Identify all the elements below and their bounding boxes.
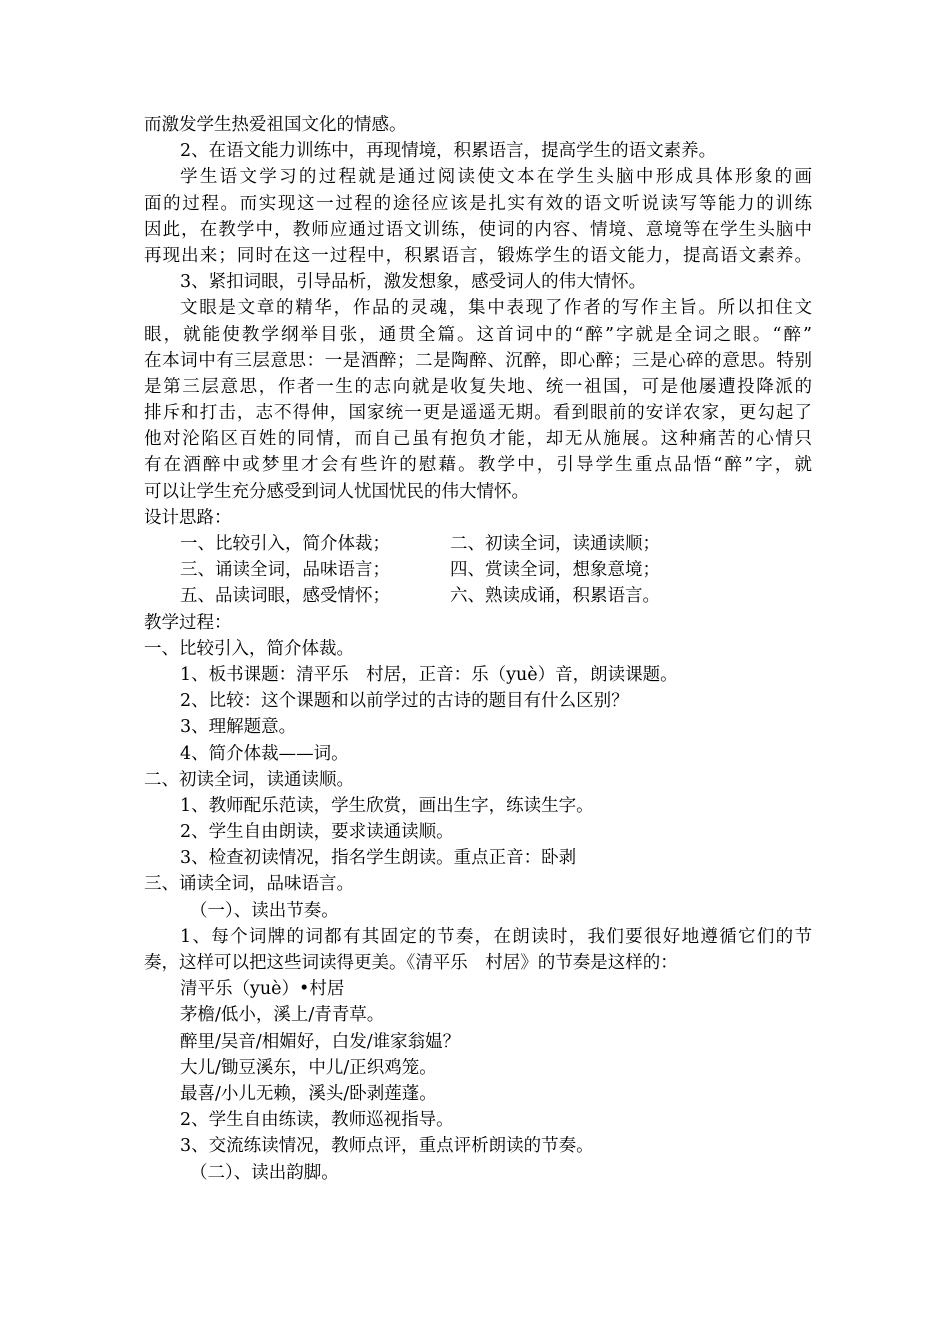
design-step: 二、初读全词，读通读顺；	[450, 534, 660, 554]
paragraph-line: 眼，就能使教学纲举目张，通贯全篇。这首词中的“醉”字就是全词之眼。“醉”	[144, 324, 812, 345]
poem-line: 最喜/小儿无赖，溪头/卧剥莲蓬。	[180, 1083, 437, 1104]
poem-line: 醉里/吴音/相媚好，白发/谁家翁媪？	[180, 1031, 461, 1052]
paragraph-line: 可以让学生充分感受到词人忧国忧民的伟大情怀。	[144, 481, 529, 502]
design-step-row	[144, 531, 812, 557]
paragraph-line: 1、每个词牌的词都有其固定的节奏，在朗读时，我们要很好地遵循它们的节	[180, 926, 812, 947]
subsection-heading: （二）、读出韵脚。	[190, 1162, 339, 1183]
design-heading: 设计思路：	[144, 507, 232, 528]
list-item: 3、交流练读情况，教师点评，重点评析朗读的节奏。	[180, 1136, 594, 1157]
paragraph-line: 文眼是文章的精华，作品的灵魂，集中表现了作者的写作主旨。所以扣住文	[180, 298, 812, 319]
paragraph-line: 在本词中有三层意思：一是酒醉；二是陶醉、沉醉，即心醉；三是心碎的意思。特别	[144, 350, 812, 371]
list-item: 2、比较：这个课题和以前学过的古诗的题目有什么区别？	[180, 691, 629, 712]
list-item: 3、检查初读情况，指名学生朗读。重点正音：卧剥	[180, 848, 577, 869]
paragraph-line: 有在酒醉中或梦里才会有些许的慰藉。教学中，引导学生重点品悟“醉”字，就	[144, 455, 812, 476]
paragraph-line: 奏，这样可以把这些词读得更美。《清平乐 村居》的节奏是这样的：	[144, 953, 678, 973]
section-heading: 一、比较引入，简介体裁。	[144, 638, 354, 659]
process-heading: 教学过程：	[144, 612, 232, 633]
list-item: 4、简介体裁——词。	[180, 743, 349, 764]
design-step: 四、赏读全词，想象意境；	[450, 560, 660, 581]
design-step: 五、品读词眼，感受情怀；	[180, 586, 390, 607]
paragraph-line: 而激发学生热爱祖国文化的情感。	[144, 115, 407, 135]
paragraph-line: 学生语文学习的过程就是通过阅读使文本在学生头脑中形成具体形象的画	[180, 167, 812, 188]
design-step-row	[144, 557, 812, 583]
list-item: 3、理解题意。	[180, 717, 297, 738]
list-item: 2、学生自由朗读，要求读通读顺。	[180, 822, 454, 843]
list-item: 2、学生自由练读，教师巡视指导。	[180, 1110, 454, 1131]
poem-line: 大儿/锄豆溪东，中儿/正织鸡笼。	[180, 1057, 437, 1078]
paragraph-line: 因此，在教学中，教师应通过语文训练，使词的内容、情境、意境等在学生头脑中	[144, 219, 812, 240]
design-step: 三、诵读全词，品味语言；	[180, 560, 390, 581]
list-item: 1、板书课题：清平乐 村居，正音：乐（yuè）音，朗读课题。	[180, 664, 678, 685]
poem-line: 茅檐/低小，溪上/青青草。	[180, 1005, 385, 1026]
paragraph-line: 排斥和打击，志不得伸，国家统一更是遥遥无期。看到眼前的安详农家，更勾起了	[144, 403, 812, 424]
paragraph-line: 是第三层意思，作者一生的志向就是收复失地、统一祖国，可是他屡遭投降派的	[144, 376, 812, 397]
document-page	[144, 112, 812, 1186]
list-item: 1、教师配乐范读，学生欣赏，画出生字，练读生字。	[180, 795, 594, 816]
subsection-heading: （一）、读出节奏。	[190, 900, 339, 921]
design-step: 六、熟读成诵，积累语言。	[450, 586, 660, 607]
section-heading: 2、在语文能力训练中，再现情境，积累语言，提高学生的语文素养。	[180, 141, 717, 162]
section-heading: 二、初读全词，读通读顺。	[144, 769, 354, 790]
design-step: 一、比较引入，简介体裁；	[180, 534, 390, 554]
paragraph-line: 面的过程。而实现这一过程的途径应该是扎实有效的语文听说读写等能力的训练	[144, 193, 812, 214]
section-heading: 三、诵读全词，品味语言。	[144, 874, 354, 895]
poem-title: 清平乐（yuè）•村居	[180, 979, 345, 1000]
paragraph-line: 再现出来；同时在这一过程中，积累语言，锻炼学生的语文能力，提高语文素养。	[144, 245, 812, 266]
design-step-row	[144, 583, 812, 609]
section-heading: 3、紧扣词眼，引导品析，激发想象，感受词人的伟大情怀。	[180, 272, 647, 293]
paragraph-line: 他对沦陷区百姓的同情，而自己虽有抱负才能，却无从施展。这种痛苦的心情只	[144, 429, 812, 450]
